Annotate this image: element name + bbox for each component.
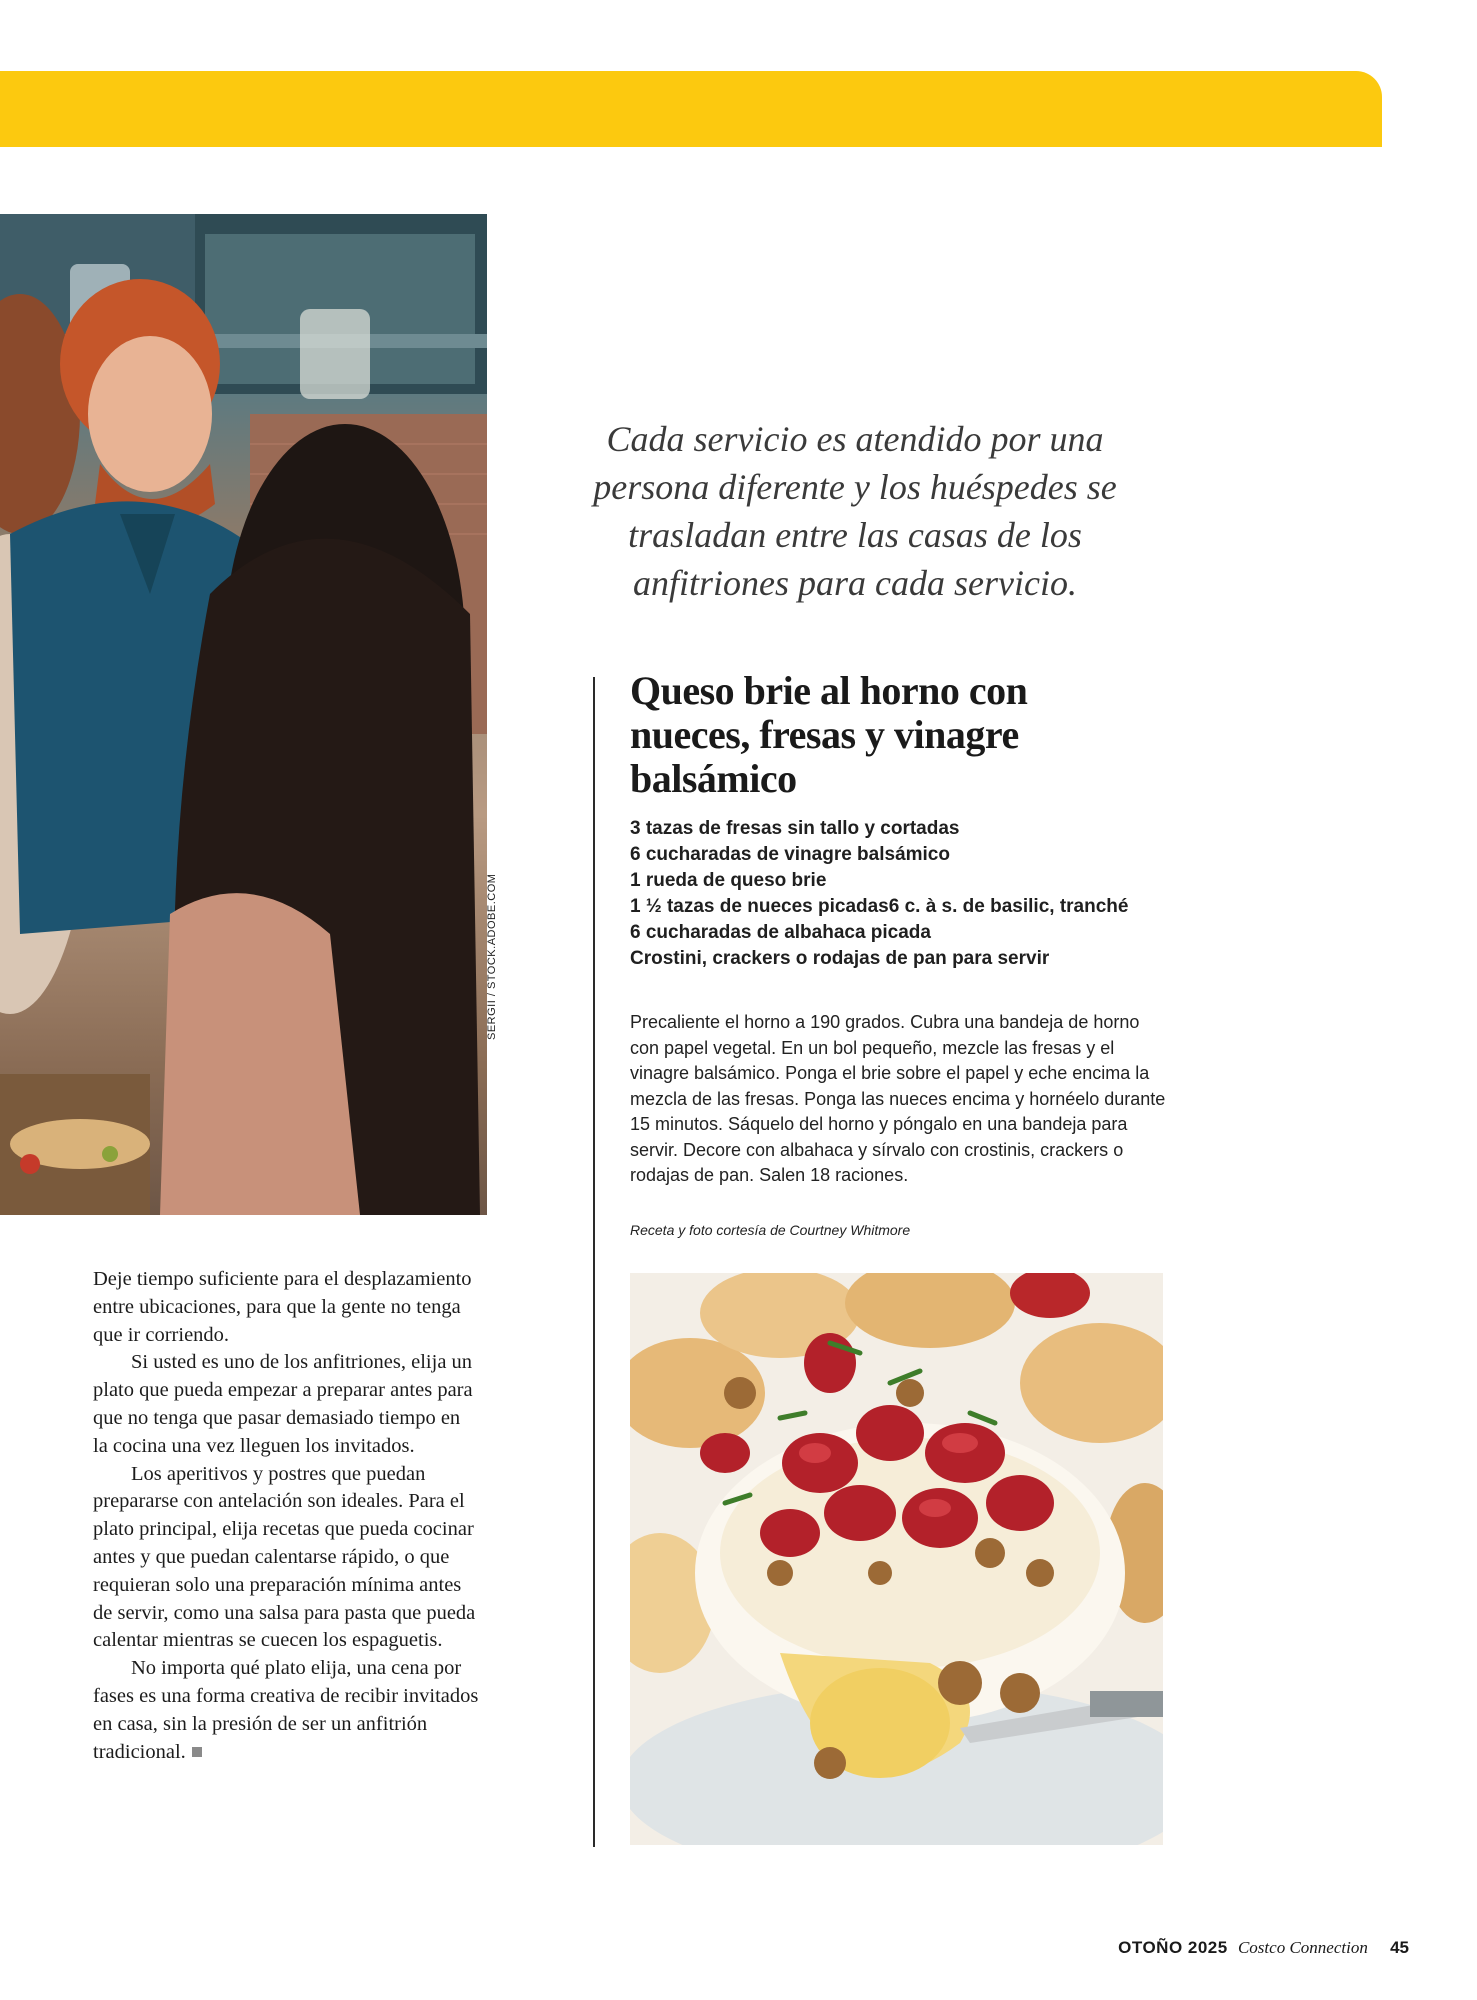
body-paragraph: Los aperitivos y postres que puedan prepararse con antelación son ideales. Para el plato principal, elija recetas que pueda cocinar antes y que puedan calentarse rápido, o que requieran solo una preparación mínima antes de servir, como una salsa para pasta que pueda calentar mientras se cuecen los espaguetis. [93,1462,476,1652]
party-guests-photo [0,214,487,1215]
page-footer [1118,1938,1409,1958]
article-body [93,1266,479,1766]
ingredients-list [630,816,1170,972]
accent-bar [0,71,1382,147]
body-paragraph: Si usted es uno de los anfitriones, elija un plato que pueda empezar a preparar antes para que no tenga que pasar demasiado tiempo en la cocina una vez lleguen los invitados. [93,1351,473,1457]
body-paragraph: Deje tiempo suficiente para el desplazamiento entre ubicaciones, para que la gente no tenga que ir corriendo. [93,1268,472,1346]
body-paragraph-text: No importa qué plato elija, una cena por fases es una forma creativa de recibir invitados en casa, sin la presión de ser un anfitrión tradicional. [93,1657,479,1763]
ingredient-item: 6 cucharadas de vinagre balsámico [630,844,950,865]
page-number: 45 [1390,1938,1409,1957]
footer-season: OTOÑO 2025 [1118,1938,1228,1957]
ingredient-item: 1 ½ tazas de nueces picadas6 c. à s. de basilic, tranché [630,896,1129,917]
body-paragraph-final [93,1655,479,1766]
column-divider [593,677,595,1847]
ingredient-item: Crostini, crackers o rodajas de pan para servir [630,948,1050,969]
recipe-instructions: Precaliente el horno a 190 grados. Cubra una bandeja de horno con papel vegetal. En un bol pequeño, mezcle las fresas y el vinagre balsámico. Ponga el brie sobre el papel y eche encima la mezcla de las fresas. Ponga las nueces encima y hornéelo durante 15 minutos. Sáquelo del horno y póngalo en una bandeja para servir. Decore con albahaca y sírvalo con crostinis, crackers o rodajas de pan. Salen 18 raciones. [630,1012,1166,1185]
photo-credit: SERGII / STOCK.ADOBE.COM [486,873,498,1040]
footer-magazine-name: Costco Connection [1237,1938,1368,1957]
ingredient-item: 3 tazas de fresas sin tallo y cortadas [630,818,960,839]
ingredient-item: 1 rueda de queso brie [630,870,827,891]
baked-brie-photo [630,1273,1163,1845]
pull-quote: Cada servicio es atendido por una persona diferente y los huéspedes se trasladan entre las casas de los anfitriones para cada servicio. [593,419,1117,603]
recipe-credit: Receta y foto cortesía de Courtney Whitmore [630,1222,911,1238]
recipe-title: Queso brie al horno con nueces, fresas y vinagre balsámico [630,668,1028,801]
end-of-article-mark [192,1747,202,1757]
ingredient-item: 6 cucharadas de albahaca picada [630,922,931,943]
